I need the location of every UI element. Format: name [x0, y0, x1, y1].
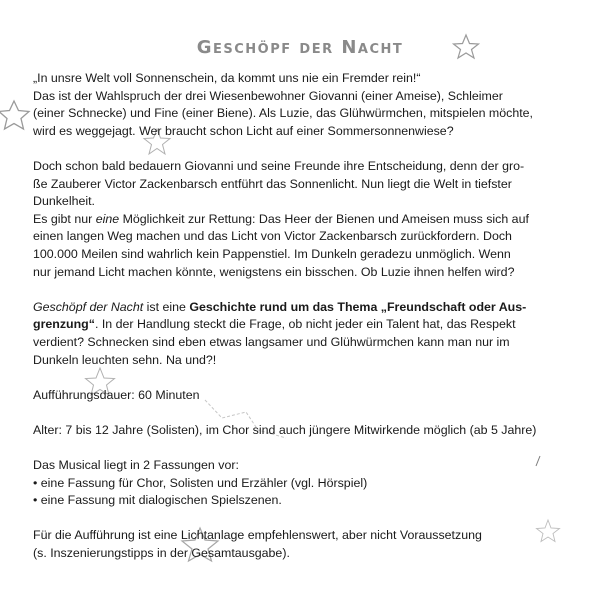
rescue-suffix: Möglichkeit zur Rettung: Das Heer der Bienen und Ameisen muss sich auf: [119, 211, 529, 226]
theme-bold: Geschichte rund um das Thema „Freundschaft oder Aus-: [189, 299, 527, 314]
theme-title: Geschöpf der Nacht: [33, 299, 144, 314]
rescue-prefix: Es gibt nur: [33, 211, 96, 226]
theme-mid: ist eine: [143, 299, 190, 314]
text-line: [33, 211, 581, 229]
text-line: 100.000 Meilen sind wahrlich kein Pappenstiel. Im Dunkeln geradezu unmöglich. Wenn: [33, 246, 511, 261]
rescue-paragraph: [33, 211, 581, 281]
text-line: ße Zauberer Victor Zackenbarsch entführt das Sonnenlicht. Nun liegt die Welt in tiefster: [33, 176, 512, 191]
text-line: nur jemand Licht machen könnte, wenigstens ein bisschen. Ob Luzie ihnen helfen wird?: [33, 264, 515, 279]
star-icon: [0, 101, 29, 129]
text-line: Das ist der Wahlspruch der drei Wiesenbewohner Giovanni (einer Ameise), Schleimer: [33, 88, 503, 103]
duration-line: Aufführungsdauer: 60 Minuten: [33, 387, 200, 402]
story-paragraph: [33, 158, 581, 211]
lighting-paragraph: [33, 527, 581, 562]
text-line: „In unsre Welt voll Sonnenschein, da kommt uns nie ein Fremder rein!“: [33, 71, 421, 85]
intro-paragraph: [33, 70, 581, 140]
text-line: [33, 299, 581, 317]
text-line: Für die Aufführung ist eine Lichtanlage empfehlenswert, aber nicht Voraussetzung: [33, 528, 482, 543]
text-line: verdient? Schnecken sind eben etwas langsamer und Glühwürmchen kann man nur im: [33, 334, 510, 349]
text-line: Dunkelheit.: [33, 194, 95, 209]
text-line: (einer Schnecke) und Fine (einer Biene). Als Luzie, das Glühwürmchen, mitspielen möchte,: [33, 106, 533, 121]
rescue-emphasis: eine: [95, 211, 120, 226]
text-line: wird es weggejagt. Wer braucht schon Licht auf einer Sommersonnenwiese?: [33, 123, 454, 138]
document-body: [33, 70, 581, 580]
text-line: (s. Inszenierungstipps in der Gesamtausgabe).: [33, 546, 290, 561]
text-line: einen langen Weg machen und das Licht von Victor Zackenbarsch zurückfordern. Doch: [33, 229, 512, 244]
versions-intro: Das Musical liegt in 2 Fassungen vor:: [33, 458, 239, 473]
page-title: Geschöpf der Nacht: [196, 37, 404, 58]
age-line: Alter: 7 bis 12 Jahre (Solisten), im Chor sind auch jüngere Mitwirkende möglich (ab 5 Jahre): [33, 422, 537, 437]
text-line: [33, 316, 581, 334]
theme-rest: . In der Handlung steckt die Frage, ob nicht jeder ein Talent hat, das Respekt: [94, 317, 516, 332]
list-item: • eine Fassung mit dialogischen Spielszenen.: [33, 492, 581, 510]
versions-list: [33, 475, 581, 510]
list-item: • eine Fassung für Chor, Solisten und Erzähler (vgl. Hörspiel): [33, 475, 581, 493]
theme-paragraph: [33, 299, 581, 369]
text-line: Dunkeln leuchten sehn. Na und?!: [33, 352, 217, 367]
theme-bold-continued: grenzung“: [33, 317, 95, 332]
text-line: Doch schon bald bedauern Giovanni und seine Freunde ihre Entscheidung, denn der gro-: [33, 158, 525, 173]
